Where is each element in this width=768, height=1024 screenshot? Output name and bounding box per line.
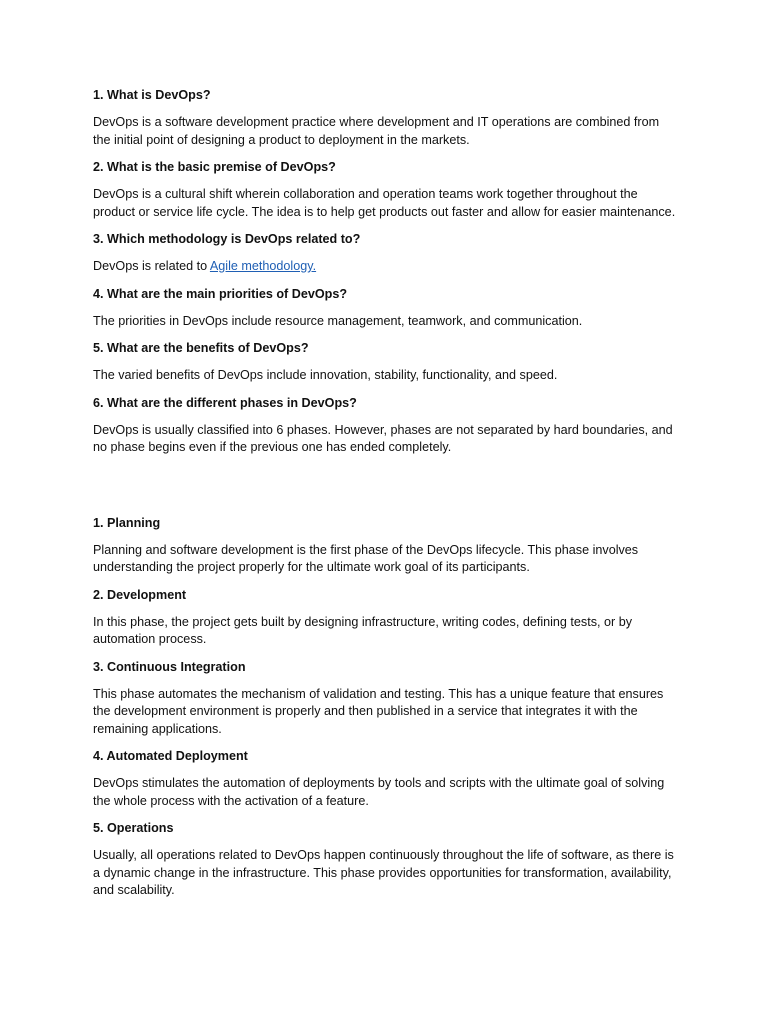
answer-paragraph: DevOps is a software development practice where development and IT operations are combined from the initial point of designing a product to deployment in the markets. bbox=[93, 115, 660, 147]
agile-methodology-link[interactable]: Agile methodology. bbox=[209, 259, 317, 273]
phase-heading: 4. Automated Deployment bbox=[93, 749, 248, 763]
phase-paragraph: Planning and software development is the first phase of the DevOps lifecycle. This phase involves understanding the project properly for the ultimate work goal of its participants. bbox=[93, 542, 639, 574]
question-heading: 3. Which methodology is DevOps related to? bbox=[93, 232, 361, 246]
phase-paragraph: DevOps stimulates the automation of deployments by tools and scripts with the ultimate goal of solving the whole process with the activation of a feature. bbox=[93, 776, 665, 808]
phase-heading: 2. Development bbox=[93, 587, 187, 602]
answer-paragraph: DevOps is usually classified into 6 phases. However, phases are not separated by hard boundaries, and no phase begins even if the previous one has ended completely. bbox=[93, 422, 673, 454]
question-heading: 2. What is the basic premise of DevOps? bbox=[93, 160, 336, 174]
phase-paragraph: In this phase, the project gets built by designing infrastructure, writing codes, defining tests, or by automation process. bbox=[93, 614, 633, 646]
phase-paragraph: This phase automates the mechanism of validation and testing. This has a unique feature that ensures the development environment is properly and then published in a service that integrates it with the remaining applications. bbox=[93, 686, 664, 736]
section-spacer bbox=[93, 467, 678, 515]
answer-paragraph bbox=[93, 258, 678, 276]
phase-heading: 1. Planning bbox=[93, 515, 161, 530]
question-heading: 4. What are the main priorities of DevOps? bbox=[93, 286, 348, 301]
answer-paragraph: The varied benefits of DevOps include innovation, stability, functionality, and speed. bbox=[93, 368, 558, 382]
answer-paragraph: The priorities in DevOps include resource management, teamwork, and communication. bbox=[93, 313, 583, 328]
question-heading: 1. What is DevOps? bbox=[93, 88, 211, 102]
answer-paragraph: DevOps is a cultural shift wherein collaboration and operation teams work together throughout the product or service life cycle. The idea is to help get products out faster and allow for easier maintenance. bbox=[93, 187, 676, 219]
question-heading: 5. What are the benefits of DevOps? bbox=[93, 341, 309, 355]
question-heading: 6. What are the different phases in DevOps? bbox=[93, 395, 357, 410]
answer-text: DevOps is related to bbox=[93, 259, 210, 273]
phase-heading: 3. Continuous Integration bbox=[93, 659, 246, 674]
phase-paragraph: Usually, all operations related to DevOps happen continuously throughout the life of software, as there is a dynamic change in the infrastructure. This phase provides opportunities for transformation, availability, and scalability. bbox=[93, 848, 674, 897]
phase-heading: 5. Operations bbox=[93, 821, 174, 835]
